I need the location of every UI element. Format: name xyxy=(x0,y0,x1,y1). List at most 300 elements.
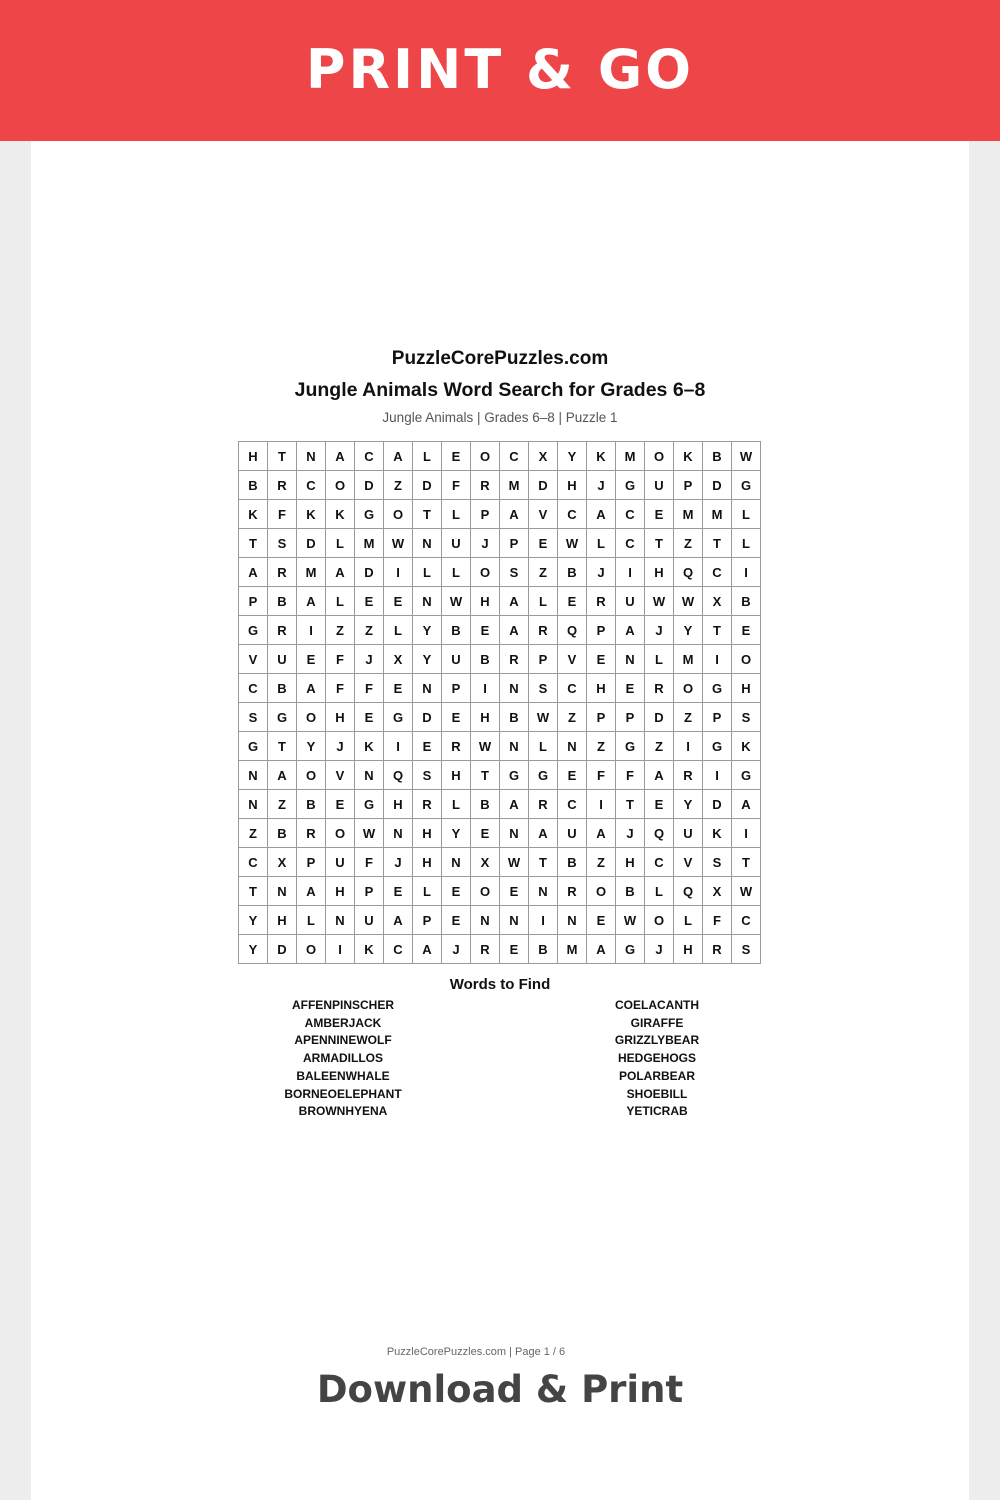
grid-cell: V xyxy=(558,645,587,674)
grid-cell: J xyxy=(645,935,674,964)
grid-cell: Y xyxy=(674,616,703,645)
word-list-item: ARMADILLOS xyxy=(303,1051,383,1066)
grid-cell: C xyxy=(558,674,587,703)
grid-cell: H xyxy=(674,935,703,964)
grid-cell: P xyxy=(500,529,529,558)
grid-cell: B xyxy=(616,877,645,906)
grid-cell: C xyxy=(384,935,413,964)
grid-cell: V xyxy=(674,848,703,877)
grid-cell: A xyxy=(384,906,413,935)
word-list-item: BORNEOELEPHANT xyxy=(284,1086,402,1101)
grid-cell: O xyxy=(674,674,703,703)
grid-cell: W xyxy=(384,529,413,558)
grid-cell: B xyxy=(500,703,529,732)
grid-cell: E xyxy=(529,529,558,558)
grid-cell: A xyxy=(500,500,529,529)
grid-cell: E xyxy=(384,674,413,703)
grid-cell: J xyxy=(326,732,355,761)
grid-cell: O xyxy=(326,471,355,500)
grid-cell: S xyxy=(239,703,268,732)
grid-cell: D xyxy=(703,790,732,819)
grid-cell: J xyxy=(384,848,413,877)
grid-cell: H xyxy=(732,674,761,703)
grid-cell: A xyxy=(297,587,326,616)
grid-cell: M xyxy=(355,529,384,558)
grid-cell: G xyxy=(500,761,529,790)
grid-cell: E xyxy=(645,500,674,529)
grid-cell: W xyxy=(558,529,587,558)
grid-cell: D xyxy=(297,529,326,558)
grid-cell: N xyxy=(616,645,645,674)
grid-cell: E xyxy=(384,877,413,906)
grid-cell: L xyxy=(645,877,674,906)
grid-cell: A xyxy=(732,790,761,819)
grid-cell: Q xyxy=(645,819,674,848)
grid-cell: B xyxy=(297,790,326,819)
grid-cell: Z xyxy=(326,616,355,645)
grid-cell: R xyxy=(471,935,500,964)
grid-cell: O xyxy=(732,645,761,674)
grid-cell: A xyxy=(297,877,326,906)
grid-cell: F xyxy=(326,674,355,703)
grid-cell: N xyxy=(268,877,297,906)
grid-cell: X xyxy=(703,587,732,616)
grid-cell: L xyxy=(326,587,355,616)
grid-cell: C xyxy=(355,442,384,471)
grid-cell: J xyxy=(616,819,645,848)
grid-cell: S xyxy=(703,848,732,877)
grid-cell: N xyxy=(413,529,442,558)
grid-cell: D xyxy=(355,558,384,587)
grid-cell: G xyxy=(268,703,297,732)
grid-cell: I xyxy=(616,558,645,587)
grid-cell: E xyxy=(442,703,471,732)
grid-cell: D xyxy=(645,703,674,732)
grid-cell: S xyxy=(732,935,761,964)
grid-cell: P xyxy=(297,848,326,877)
grid-cell: H xyxy=(326,877,355,906)
grid-cell: U xyxy=(442,529,471,558)
grid-cell: T xyxy=(529,848,558,877)
grid-cell: I xyxy=(326,935,355,964)
grid-cell: Z xyxy=(355,616,384,645)
grid-cell: I xyxy=(732,558,761,587)
grid-cell: K xyxy=(326,500,355,529)
grid-cell: Y xyxy=(442,819,471,848)
grid-cell: E xyxy=(413,732,442,761)
grid-cell: H xyxy=(616,848,645,877)
grid-cell: N xyxy=(442,848,471,877)
grid-cell: P xyxy=(674,471,703,500)
grid-cell: C xyxy=(500,442,529,471)
grid-cell: O xyxy=(645,906,674,935)
grid-cell: Z xyxy=(529,558,558,587)
grid-cell: B xyxy=(268,819,297,848)
grid-cell: H xyxy=(471,587,500,616)
word-list-item: BROWNHYENA xyxy=(298,1104,388,1119)
banner-title: PRINT & GO xyxy=(305,38,695,101)
grid-cell: E xyxy=(471,616,500,645)
grid-cell: R xyxy=(413,790,442,819)
grid-cell: B xyxy=(471,645,500,674)
grid-cell: W xyxy=(674,587,703,616)
grid-cell: S xyxy=(529,674,558,703)
grid-cell: T xyxy=(413,500,442,529)
grid-cell: C xyxy=(616,500,645,529)
word-list-item: BALEENWHALE xyxy=(296,1068,390,1083)
grid-cell: F xyxy=(268,500,297,529)
grid-cell: X xyxy=(384,645,413,674)
grid-cell: B xyxy=(703,442,732,471)
grid-cell: I xyxy=(587,790,616,819)
grid-cell: P xyxy=(355,877,384,906)
grid-cell: N xyxy=(413,674,442,703)
grid-cell: T xyxy=(268,442,297,471)
grid-cell: S xyxy=(268,529,297,558)
grid-cell: Y xyxy=(239,935,268,964)
grid-cell: E xyxy=(500,877,529,906)
grid-cell: T xyxy=(616,790,645,819)
grid-cell: H xyxy=(268,906,297,935)
grid-cell: T xyxy=(703,616,732,645)
word-list-item: GIRAFFE xyxy=(630,1015,684,1030)
word-list-item: AFFENPINSCHER xyxy=(291,998,394,1012)
worksheet-title: Jungle Animals Word Search for Grades 6–8 xyxy=(294,379,706,401)
grid-cell: U xyxy=(674,819,703,848)
grid-cell: E xyxy=(558,761,587,790)
grid-cell: S xyxy=(732,703,761,732)
grid-cell: Z xyxy=(587,732,616,761)
grid-cell: F xyxy=(616,761,645,790)
grid-cell: G xyxy=(732,471,761,500)
grid-cell: O xyxy=(471,442,500,471)
grid-cell: J xyxy=(587,471,616,500)
grid-cell: F xyxy=(703,906,732,935)
grid-cell: C xyxy=(558,500,587,529)
words-to-find-heading: Words to Find xyxy=(449,976,551,993)
grid-cell: T xyxy=(645,529,674,558)
grid-cell: P xyxy=(239,587,268,616)
grid-cell: O xyxy=(297,761,326,790)
grid-cell: X xyxy=(529,442,558,471)
grid-cell: K xyxy=(703,819,732,848)
grid-cell: G xyxy=(703,674,732,703)
grid-cell: I xyxy=(471,674,500,703)
word-list-item: YETICRAB xyxy=(626,1104,688,1119)
grid-cell: R xyxy=(645,674,674,703)
grid-cell: U xyxy=(645,471,674,500)
grid-cell: O xyxy=(645,442,674,471)
word-list-item: COELACANTH xyxy=(615,998,699,1012)
word-search-grid xyxy=(238,441,761,964)
grid-cell: A xyxy=(297,674,326,703)
grid-cell: Q xyxy=(674,558,703,587)
grid-cell: W xyxy=(732,877,761,906)
grid-cell: A xyxy=(587,935,616,964)
grid-cell: J xyxy=(355,645,384,674)
grid-cell: N xyxy=(355,761,384,790)
grid-cell: Y xyxy=(239,906,268,935)
grid-cell: O xyxy=(587,877,616,906)
grid-cell: D xyxy=(355,471,384,500)
grid-cell: W xyxy=(529,703,558,732)
grid-cell: Z xyxy=(239,819,268,848)
grid-cell: L xyxy=(442,558,471,587)
grid-cell: L xyxy=(529,732,558,761)
grid-cell: E xyxy=(355,587,384,616)
grid-cell: P xyxy=(616,703,645,732)
grid-cell: D xyxy=(268,935,297,964)
grid-cell: J xyxy=(645,616,674,645)
grid-cell: R xyxy=(587,587,616,616)
grid-cell: E xyxy=(500,935,529,964)
grid-cell: G xyxy=(384,703,413,732)
grid-cell: O xyxy=(297,703,326,732)
grid-cell: A xyxy=(500,790,529,819)
grid-cell: I xyxy=(703,645,732,674)
grid-cell: W xyxy=(442,587,471,616)
grid-cell: A xyxy=(616,616,645,645)
grid-cell: J xyxy=(587,558,616,587)
grid-cell: R xyxy=(297,819,326,848)
grid-cell: C xyxy=(703,558,732,587)
grid-cell: G xyxy=(732,761,761,790)
grid-cell: N xyxy=(500,906,529,935)
grid-cell: D xyxy=(703,471,732,500)
grid-cell: C xyxy=(297,471,326,500)
grid-cell: M xyxy=(558,935,587,964)
grid-cell: L xyxy=(413,877,442,906)
grid-cell: M xyxy=(674,500,703,529)
grid-cell: L xyxy=(674,906,703,935)
grid-cell: S xyxy=(413,761,442,790)
grid-cell: I xyxy=(297,616,326,645)
grid-cell: R xyxy=(268,616,297,645)
grid-cell: M xyxy=(616,442,645,471)
grid-cell: H xyxy=(471,703,500,732)
grid-cell: G xyxy=(355,790,384,819)
grid-cell: V xyxy=(239,645,268,674)
grid-cell: A xyxy=(587,500,616,529)
grid-cell: G xyxy=(239,732,268,761)
grid-cell: N xyxy=(558,906,587,935)
grid-cell: R xyxy=(529,616,558,645)
grid-cell: H xyxy=(326,703,355,732)
grid-cell: H xyxy=(413,819,442,848)
grid-cell: U xyxy=(558,819,587,848)
grid-cell: W xyxy=(732,442,761,471)
grid-cell: L xyxy=(326,529,355,558)
grid-cell: W xyxy=(471,732,500,761)
grid-cell: W xyxy=(355,819,384,848)
header-banner xyxy=(0,0,1000,141)
grid-cell: Q xyxy=(558,616,587,645)
word-list-item: GRIZZLYBEAR xyxy=(614,1033,700,1048)
grid-cell: W xyxy=(645,587,674,616)
grid-cell: L xyxy=(529,587,558,616)
grid-cell: U xyxy=(442,645,471,674)
grid-cell: B xyxy=(268,587,297,616)
grid-cell: N xyxy=(413,587,442,616)
grid-cell: A xyxy=(587,819,616,848)
grid-cell: B xyxy=(268,674,297,703)
grid-cell: N xyxy=(326,906,355,935)
grid-cell: O xyxy=(471,558,500,587)
grid-cell: C xyxy=(732,906,761,935)
grid-cell: E xyxy=(384,587,413,616)
grid-cell: C xyxy=(616,529,645,558)
grid-cell: P xyxy=(587,703,616,732)
grid-cell: A xyxy=(326,558,355,587)
grid-cell: C xyxy=(239,674,268,703)
grid-cell: P xyxy=(471,500,500,529)
grid-cell: T xyxy=(471,761,500,790)
grid-cell: A xyxy=(239,558,268,587)
grid-cell: V xyxy=(326,761,355,790)
grid-cell: L xyxy=(384,616,413,645)
grid-cell: N xyxy=(500,819,529,848)
grid-cell: E xyxy=(558,587,587,616)
grid-cell: T xyxy=(268,732,297,761)
grid-cell: G xyxy=(529,761,558,790)
worksheet-site-name: PuzzleCorePuzzles.com xyxy=(391,348,609,369)
grid-cell: H xyxy=(645,558,674,587)
grid-cell: T xyxy=(239,877,268,906)
grid-cell: G xyxy=(239,616,268,645)
grid-cell: R xyxy=(500,645,529,674)
grid-cell: U xyxy=(355,906,384,935)
grid-cell: B xyxy=(239,471,268,500)
grid-cell: W xyxy=(500,848,529,877)
grid-cell: N xyxy=(558,732,587,761)
word-list-left xyxy=(243,997,443,1121)
grid-cell: F xyxy=(587,761,616,790)
grid-cell: H xyxy=(239,442,268,471)
grid-cell: P xyxy=(587,616,616,645)
grid-cell: N xyxy=(529,877,558,906)
grid-cell: G xyxy=(355,500,384,529)
grid-cell: Z xyxy=(558,703,587,732)
grid-cell: Z xyxy=(674,529,703,558)
grid-cell: E xyxy=(442,442,471,471)
grid-cell: F xyxy=(355,674,384,703)
grid-cell: L xyxy=(645,645,674,674)
grid-cell: O xyxy=(384,500,413,529)
grid-cell: I xyxy=(384,558,413,587)
grid-cell: E xyxy=(355,703,384,732)
grid-cell: D xyxy=(413,471,442,500)
grid-cell: L xyxy=(587,529,616,558)
grid-cell: E xyxy=(732,616,761,645)
grid-cell: U xyxy=(616,587,645,616)
grid-cell: K xyxy=(674,442,703,471)
grid-cell: F xyxy=(326,645,355,674)
grid-cell: O xyxy=(297,935,326,964)
grid-cell: B xyxy=(442,616,471,645)
grid-cell: B xyxy=(558,848,587,877)
grid-cell: R xyxy=(442,732,471,761)
grid-cell: E xyxy=(645,790,674,819)
grid-cell: L xyxy=(732,500,761,529)
grid-cell: Z xyxy=(384,471,413,500)
grid-cell: E xyxy=(471,819,500,848)
grid-cell: L xyxy=(442,500,471,529)
grid-cell: N xyxy=(239,790,268,819)
grid-cell: O xyxy=(471,877,500,906)
word-list-item: HEDGEHOGS xyxy=(617,1051,696,1066)
word-list-item: APENNINEWOLF xyxy=(294,1033,392,1048)
grid-cell: C xyxy=(645,848,674,877)
grid-cell: B xyxy=(558,558,587,587)
grid-cell: E xyxy=(442,906,471,935)
grid-cell: C xyxy=(239,848,268,877)
grid-cell: M xyxy=(500,471,529,500)
grid-cell: L xyxy=(413,442,442,471)
grid-cell: A xyxy=(500,587,529,616)
grid-cell: R xyxy=(529,790,558,819)
grid-cell: E xyxy=(442,877,471,906)
grid-cell: M xyxy=(297,558,326,587)
grid-cell: K xyxy=(355,935,384,964)
grid-cell: A xyxy=(529,819,558,848)
grid-cell: K xyxy=(297,500,326,529)
grid-cell: G xyxy=(616,732,645,761)
grid-cell: W xyxy=(616,906,645,935)
grid-cell: A xyxy=(384,442,413,471)
grid-cell: P xyxy=(442,674,471,703)
grid-cell: B xyxy=(529,935,558,964)
grid-cell: I xyxy=(732,819,761,848)
grid-cell: I xyxy=(529,906,558,935)
grid-cell: B xyxy=(732,587,761,616)
grid-cell: U xyxy=(326,848,355,877)
grid-cell: P xyxy=(703,703,732,732)
grid-cell: M xyxy=(703,500,732,529)
grid-cell: N xyxy=(297,442,326,471)
word-list-item: SHOEBILL xyxy=(626,1086,688,1101)
grid-cell: G xyxy=(616,471,645,500)
grid-cell: N xyxy=(500,732,529,761)
grid-cell: H xyxy=(442,761,471,790)
grid-cell: X xyxy=(703,877,732,906)
word-list-item: POLARBEAR xyxy=(618,1068,695,1083)
grid-cell: A xyxy=(268,761,297,790)
grid-cell: R xyxy=(268,471,297,500)
grid-cell: K xyxy=(732,732,761,761)
grid-cell: Y xyxy=(297,732,326,761)
grid-cell: G xyxy=(616,935,645,964)
grid-cell: P xyxy=(413,906,442,935)
grid-cell: M xyxy=(674,645,703,674)
grid-cell: R xyxy=(674,761,703,790)
grid-cell: L xyxy=(442,790,471,819)
grid-cell: I xyxy=(703,761,732,790)
grid-cell: K xyxy=(239,500,268,529)
grid-cell: Q xyxy=(674,877,703,906)
grid-cell: J xyxy=(471,529,500,558)
grid-cell: A xyxy=(326,442,355,471)
grid-cell: Y xyxy=(558,442,587,471)
grid-cell: T xyxy=(703,529,732,558)
grid-cell: A xyxy=(500,616,529,645)
grid-cell: L xyxy=(732,529,761,558)
grid-cell: L xyxy=(297,906,326,935)
grid-cell: C xyxy=(558,790,587,819)
grid-cell: N xyxy=(239,761,268,790)
page-footer: PuzzleCorePuzzles.com | Page 1 / 6 xyxy=(386,1346,566,1358)
grid-cell: D xyxy=(413,703,442,732)
grid-cell: R xyxy=(268,558,297,587)
